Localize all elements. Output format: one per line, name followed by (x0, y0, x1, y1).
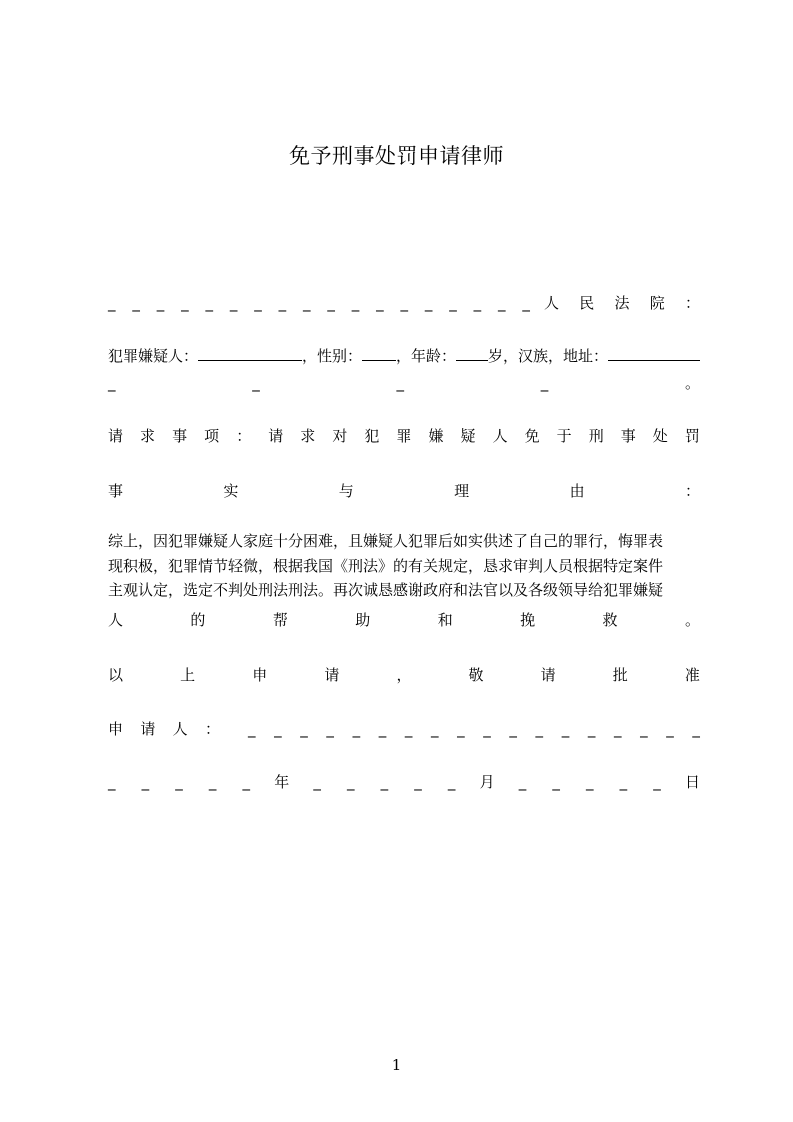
closing-char: 上 (180, 666, 196, 684)
court-blank-char: _ (254, 294, 262, 312)
applicant-blank-char: _ (457, 720, 465, 738)
date-line (108, 771, 700, 792)
suspect-address-blank (608, 345, 700, 361)
court-blank-char: _ (351, 294, 360, 312)
address-blank-char: _ (396, 374, 404, 392)
request-char: 罪 (396, 427, 412, 445)
date-blank-char: _ (447, 773, 456, 791)
facts-heading-char: ： (684, 482, 700, 500)
request-char: 于 (556, 427, 572, 445)
applicant-label (108, 718, 220, 739)
court-blank-char: _ (473, 294, 482, 312)
request-char: 疑 (460, 427, 476, 445)
applicant-blank-char: _ (613, 720, 622, 738)
court-label-char: ： (684, 294, 700, 312)
closing-char: 请 (324, 666, 340, 684)
closing-char: ， (396, 666, 412, 684)
body-char: 和 (437, 611, 453, 629)
request-char: ： (236, 427, 252, 445)
facts-heading-char: 与 (338, 482, 354, 500)
address-blank-char: _ (108, 374, 116, 392)
request-char: 人 (492, 427, 508, 445)
court-blank-char: _ (498, 294, 506, 312)
request-char: 处 (652, 427, 668, 445)
date-blank-char: _ (242, 773, 250, 791)
closing-char: 申 (252, 666, 268, 684)
date-blank-char: _ (518, 773, 527, 791)
court-blank-char: _ (424, 294, 433, 312)
suspect-sex-blank (362, 345, 396, 361)
closing-char: 以 (108, 666, 124, 684)
court-blank-char: _ (522, 294, 530, 312)
request-char: 求 (140, 427, 156, 445)
applicant-blank-char: _ (666, 720, 674, 738)
closing-char: 敬 (468, 666, 484, 684)
request-char: 事 (172, 427, 188, 445)
request-char: 请 (268, 427, 284, 445)
applicant-blank-char: _ (692, 720, 700, 738)
body-char: 人 (108, 611, 124, 629)
request-char: 事 (620, 427, 636, 445)
applicant-label-char: 人 (172, 720, 188, 738)
request-line (108, 425, 700, 446)
address-blank-char: _ (540, 374, 549, 392)
suspect-address-line (108, 372, 700, 393)
applicant-label-char: 请 (140, 720, 156, 738)
body-line: 主观认定，选定不判处刑法刑法。再次诚恳感谢政府和法官以及各级领导给犯罪嫌疑 (108, 581, 664, 599)
date-blank-char: _ (586, 773, 594, 791)
date-day-label: 日 (684, 773, 700, 791)
date-blank-char: _ (619, 773, 628, 791)
page-number: 1 (391, 1056, 402, 1074)
court-blank-char: _ (376, 294, 384, 312)
suspect-sex-label: ，性别： (302, 347, 363, 365)
body-char: 的 (190, 611, 206, 629)
date-month-blank (313, 773, 455, 791)
address-blank-char: 。 (684, 374, 700, 392)
date-blank-char: _ (347, 773, 355, 791)
court-label-char: 民 (579, 294, 595, 312)
court-label-char: 人 (544, 294, 560, 312)
date-blank-char: _ (380, 773, 389, 791)
applicant-blank-char: _ (378, 720, 387, 738)
applicant-blank-char: _ (535, 720, 544, 738)
court-line (108, 292, 700, 313)
facts-heading-char: 理 (454, 482, 470, 500)
applicant-blank-char: _ (274, 720, 282, 738)
court-blank-char: _ (400, 294, 408, 312)
body-line: 现积极，犯罪情节轻微，根据我国《刑法》的有关规定，恳求审判人员根据特定案件 (108, 556, 664, 575)
applicant-blank-char: _ (640, 720, 648, 738)
court-blank-char: _ (278, 294, 287, 312)
request-char: 免 (524, 427, 540, 445)
applicant-blank-char: _ (326, 720, 334, 738)
court-blank-char: _ (156, 294, 165, 312)
date-blank-char: _ (175, 773, 183, 791)
date-blank-char: _ (108, 773, 116, 791)
body-paragraph (108, 529, 700, 603)
applicant-blank (248, 720, 700, 738)
applicant-blank-char: _ (404, 720, 413, 738)
closing-line (108, 664, 700, 685)
suspect-name-blank (198, 345, 302, 361)
applicant-label-char: 申 (108, 720, 124, 738)
applicant-blank-char: _ (248, 720, 256, 738)
facts-heading-char: 由 (569, 482, 585, 500)
request-char: 嫌 (428, 427, 444, 445)
request-char: 罚 (684, 427, 700, 445)
body-char: 救 (602, 611, 618, 629)
date-year-blank (108, 773, 250, 791)
suspect-name-label: 犯罪嫌疑人： (108, 347, 199, 365)
applicant-blank-char: _ (561, 720, 570, 738)
body-last-line (108, 609, 700, 630)
body-line: 综上，因犯罪嫌疑人家庭十分困难，且嫌疑人犯罪后如实供述了自己的罪行，悔罪表 (108, 532, 664, 550)
court-blank-char: _ (229, 294, 238, 312)
date-blank-char: _ (653, 773, 661, 791)
request-char: 项 (204, 427, 220, 445)
court-label-char: 法 (614, 294, 630, 312)
date-blank-char: _ (141, 773, 150, 791)
court-blank-char: _ (327, 294, 335, 312)
date-blank-char: _ (208, 773, 217, 791)
court-blank-char: _ (205, 294, 213, 312)
applicant-line (108, 718, 700, 739)
applicant-blank-char: _ (352, 720, 361, 738)
applicant-blank-char: _ (300, 720, 308, 738)
court-label (544, 292, 700, 313)
court-label-char: 院 (649, 294, 665, 312)
closing-char: 批 (612, 666, 628, 684)
request-char: 请 (108, 427, 124, 445)
applicant-blank-char: _ (509, 720, 517, 738)
document-title: 免予刑事处罚申请律师 (289, 144, 504, 168)
suspect-age-unit: 岁，汉族，地址： (488, 347, 609, 365)
request-char: 对 (332, 427, 348, 445)
date-year-label: 年 (274, 773, 290, 791)
court-blank-char: _ (108, 294, 116, 312)
applicant-label-char: ： (204, 720, 220, 738)
court-blank (108, 294, 530, 312)
request-char: 犯 (364, 427, 380, 445)
body-char: 挽 (520, 611, 536, 629)
facts-heading-char: 实 (223, 482, 239, 500)
court-blank-char: _ (449, 294, 457, 312)
address-blank-char: _ (252, 374, 260, 392)
applicant-blank-char: _ (587, 720, 596, 738)
court-blank-char: _ (132, 294, 140, 312)
body-char: 。 (684, 611, 700, 629)
request-char: 求 (300, 427, 316, 445)
applicant-blank-char: _ (430, 720, 439, 738)
facts-heading-char: 事 (108, 482, 124, 500)
court-blank-char: _ (303, 294, 311, 312)
court-blank-char: _ (181, 294, 189, 312)
date-month-label: 月 (479, 773, 495, 791)
body-char: 助 (355, 611, 371, 629)
suspect-age-blank (456, 345, 488, 361)
closing-char: 请 (540, 666, 556, 684)
date-blank-char: _ (414, 773, 422, 791)
facts-heading (108, 480, 700, 501)
closing-char: 准 (684, 666, 700, 684)
date-blank-char: _ (313, 773, 321, 791)
date-blank-char: _ (552, 773, 560, 791)
body-char: 帮 (272, 611, 288, 629)
date-day-blank (519, 773, 661, 791)
request-char: 刑 (588, 427, 604, 445)
applicant-blank-char: _ (483, 720, 491, 738)
suspect-age-label: ，年龄： (396, 347, 457, 365)
suspect-info-line (108, 345, 700, 366)
